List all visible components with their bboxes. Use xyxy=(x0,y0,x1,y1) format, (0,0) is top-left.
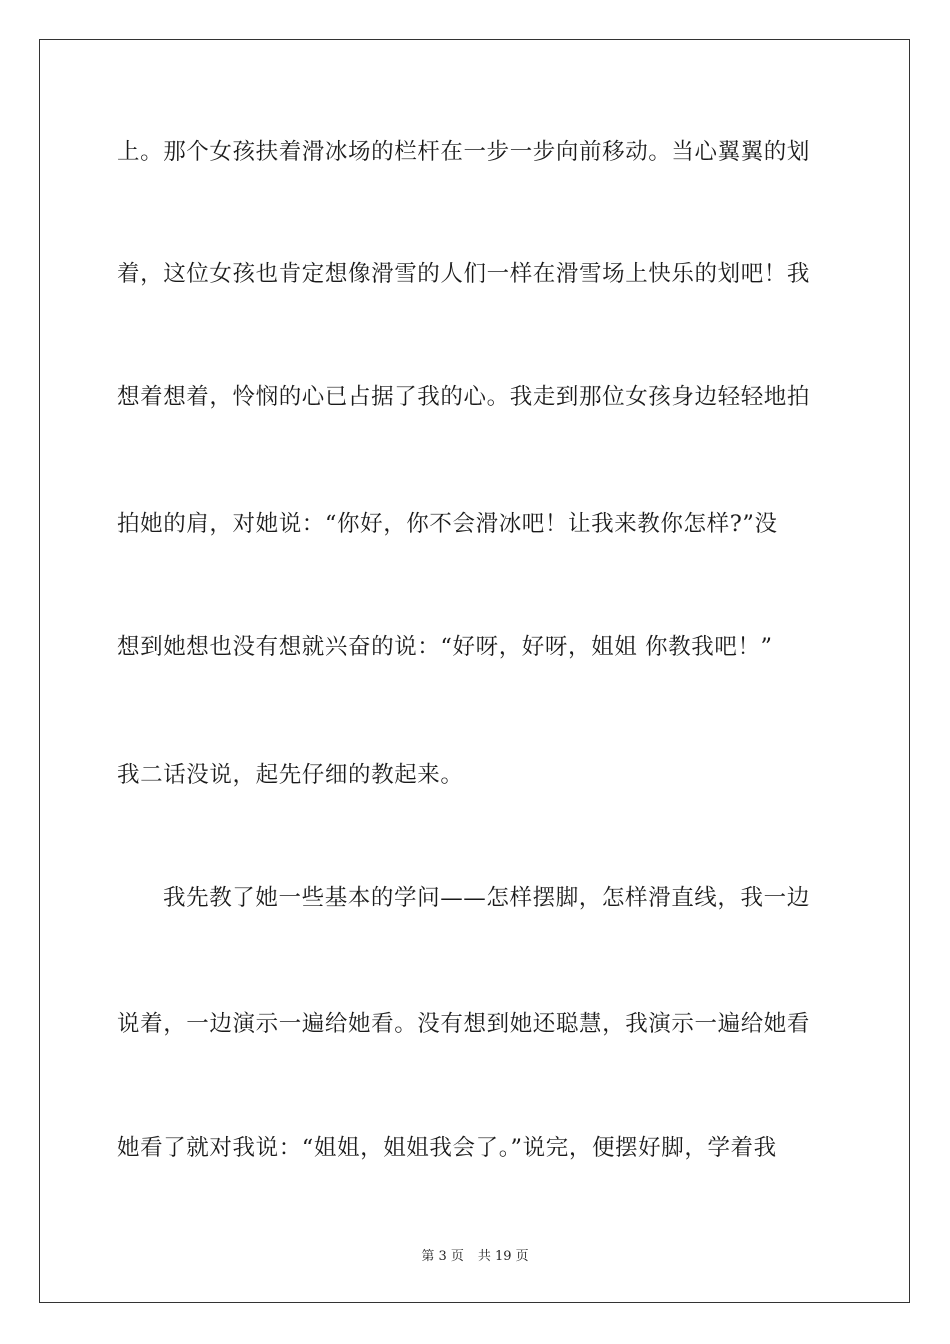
text-line-1: 上。那个女孩扶着滑冰场的栏杆在一步一步向前移动。当心翼翼的划 xyxy=(117,139,811,165)
text-line-7-paragraph-start: 我先教了她一些基本的学问——怎样摆脚，怎样滑直线，我一边 xyxy=(163,885,810,911)
page-total: 共 19 页 xyxy=(477,1249,529,1264)
page-footer xyxy=(0,1248,950,1266)
text-line-8: 说着，一边演示一遍给她看。没有想到她还聪慧，我演示一遍给她看 xyxy=(117,1011,811,1037)
text-line-4: 拍她的肩，对她说：“你好，你不会滑冰吧！让我来教你怎样?”没 xyxy=(117,511,778,537)
page-border xyxy=(39,39,910,1303)
text-line-3: 想着想着，怜悯的心已占据了我的心。我走到那位女孩身边轻轻地拍 xyxy=(117,384,811,410)
page-number: 第 3 页 xyxy=(421,1249,464,1264)
text-line-6: 我二话没说，起先仔细的教起来。 xyxy=(117,762,464,788)
text-line-5: 想到她想也没有想就兴奋的说：“好呀，好呀，姐姐 你教我吧！” xyxy=(117,634,773,660)
text-line-2: 着，这位女孩也肯定想像滑雪的人们一样在滑雪场上快乐的划吧！我 xyxy=(117,261,811,287)
text-line-9: 她看了就对我说：“姐姐，姐姐我会了。”说完，便摆好脚，学着我 xyxy=(117,1135,777,1161)
